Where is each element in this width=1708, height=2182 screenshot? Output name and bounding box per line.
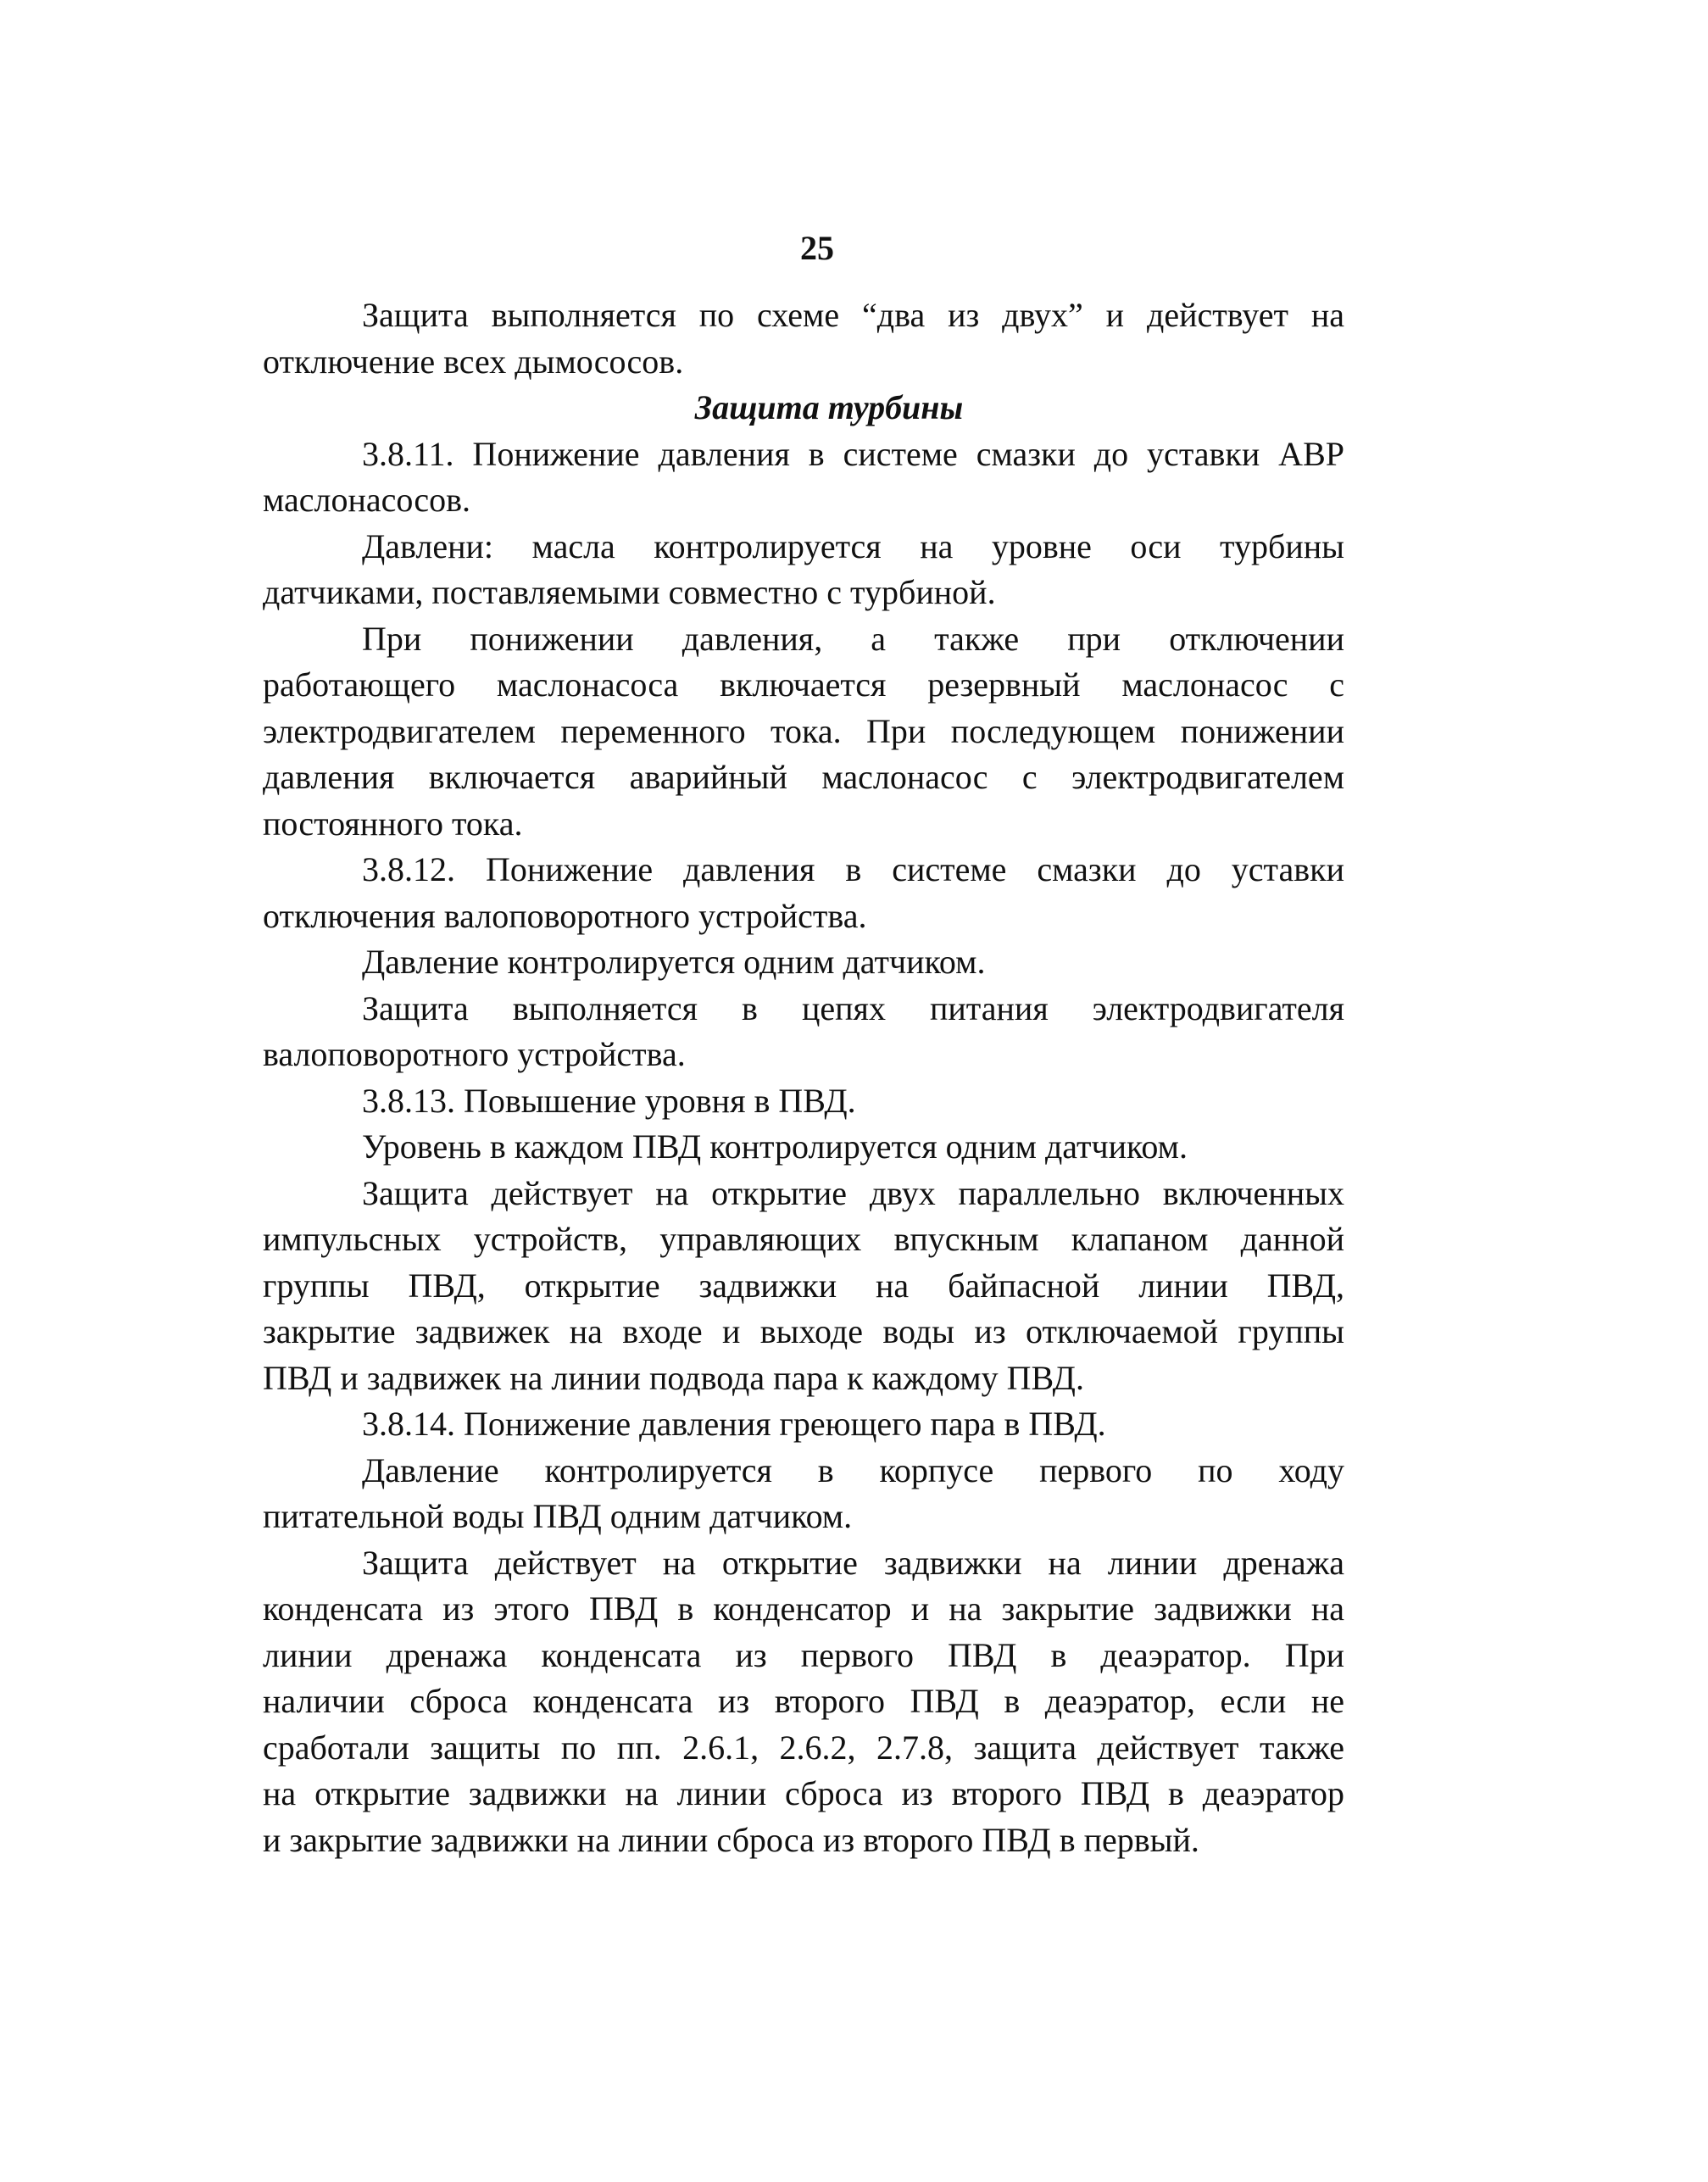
paragraph (263, 1448, 1344, 1540)
paragraph (263, 986, 1344, 1078)
text-line: группы ПВД, открытие задвижки на байпасной линии ПВД, (263, 1266, 1344, 1305)
text-line: отключение всех дымососов. (263, 342, 684, 381)
clause-3-8-11 (263, 431, 1344, 524)
text-line: давления включается аварийный маслонасос с электродвигателем (263, 758, 1344, 796)
paragraph (263, 524, 1344, 616)
text-line: ПВД и задвижек на линии подвода пара к каждому ПВД. (263, 1358, 1084, 1397)
text-line: отключения валоповоротного устройства. (263, 896, 867, 935)
text-line: Уровень в каждом ПВД контролируется одним датчиком. (362, 1127, 1188, 1166)
clause-3-8-13 (263, 1078, 1344, 1125)
text-line: При понижении давления, а также при отключении (362, 619, 1344, 658)
text-line: Давление контролируется в корпусе первого по ходу (362, 1450, 1344, 1489)
document-body (263, 292, 1344, 1863)
text-line: Давлени: масла контролируется на уровне оси турбины (362, 526, 1344, 565)
text-line: закрытие задвижек на входе и выходе воды из отключаемой группы (263, 1312, 1344, 1350)
text-line: маслонасосов. (263, 481, 471, 519)
text-line: Защита выполняется в цепях питания электродвигателя (362, 988, 1344, 1027)
paragraph (263, 1124, 1344, 1171)
text-line: валоповоротного устройства. (263, 1035, 686, 1073)
paragraph (263, 1540, 1344, 1864)
page-number: 25 (800, 229, 834, 267)
text-line: и закрытие задвижки на линии сброса из второго ПВД в первый. (263, 1820, 1199, 1859)
text-line: работающего маслонасоса включается резервный маслонасос с (263, 665, 1344, 704)
text-line: 3.8.12. Понижение давления в системе смазки до уставки (362, 850, 1344, 888)
text-line: сработали защиты по пп. 2.6.1, 2.6.2, 2.7.8, защита действует также (263, 1728, 1344, 1767)
text-line: Защита действует на открытие задвижки на линии дренажа (362, 1543, 1344, 1582)
section-heading: Защита турбины (694, 388, 964, 426)
text-line: постоянного тока. (263, 804, 523, 843)
text-line: электродвигателем переменного тока. При последующем понижении (263, 711, 1344, 750)
text-line: Защита выполняется по схеме “два из двух” и действует на (362, 296, 1344, 334)
clause-3-8-12 (263, 847, 1344, 939)
text-line: питательной воды ПВД одним датчиком. (263, 1497, 853, 1535)
text-line: наличии сброса конденсата из второго ПВД в деаэратор, если не (263, 1682, 1344, 1720)
text-line: датчиками, поставляемыми совместно с турбиной. (263, 573, 996, 611)
paragraph (263, 939, 1344, 986)
text-line: импульсных устройств, управляющих впускным клапаном данной (263, 1220, 1344, 1258)
intro-paragraph (263, 292, 1344, 385)
text-line: 3.8.14. Понижение давления греющего пара в ПВД. (362, 1405, 1106, 1443)
paragraph (263, 1171, 1344, 1402)
text-line: 3.8.13. Повышение уровня в ПВД. (362, 1081, 856, 1120)
clause-3-8-14 (263, 1401, 1344, 1448)
text-line: линии дренажа конденсата из первого ПВД в деаэратор. При (263, 1635, 1344, 1674)
text-line: 3.8.11. Понижение давления в системе смазки до уставки АВР (362, 434, 1344, 473)
text-line: на открытие задвижки на линии сброса из второго ПВД в деаэратор (263, 1774, 1344, 1812)
text-line: Давление контролируется одним датчиком. (362, 943, 986, 981)
text-line: конденсата из этого ПВД в конденсатор и на закрытие задвижки на (263, 1589, 1344, 1628)
paragraph (263, 616, 1344, 848)
text-line: Защита действует на открытие двух параллельно включенных (362, 1173, 1344, 1212)
